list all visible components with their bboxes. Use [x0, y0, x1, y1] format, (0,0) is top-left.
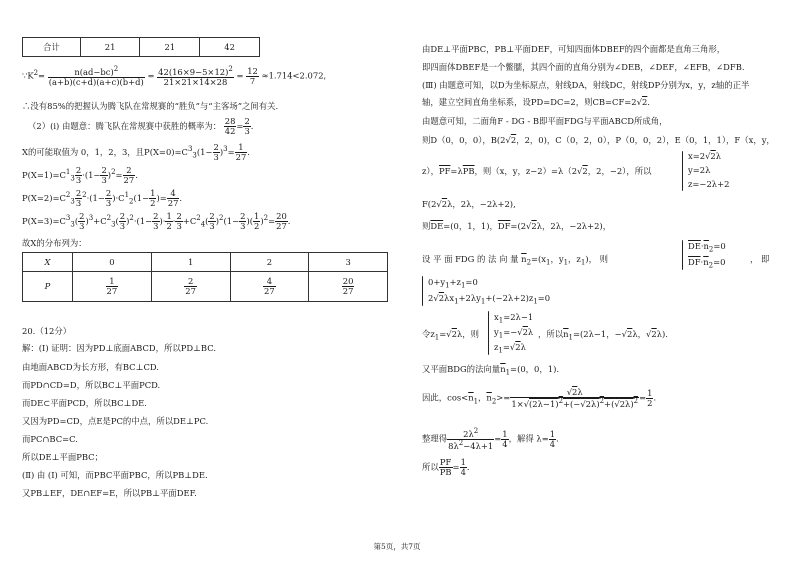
cosine-fraction: $\frac{√2\lambda}{1\times√(2\lambda-1)^2+(-√2\lambda)^2+(√2\lambda)^2}$	[511, 387, 639, 409]
equation-line: $0+y_1+z_1=0$	[428, 277, 478, 290]
table-header-cell: 0	[73, 253, 152, 272]
solution-line: 而PD∩CD=D，所以BC⊥平面PCD.	[22, 380, 161, 390]
equation-line: x=2√2λ	[688, 151, 722, 161]
solution-line: 又因为PD=CD，点E是PC的中点，所以DE⊥PC.	[22, 416, 209, 426]
solution-line: 而PC∩BC=C.	[22, 434, 78, 444]
solution-line: (Ⅲ) 由题意可知，以D为坐标原点，射线DA，射线DC，射线DP分别为x，y，z轴的正半	[422, 80, 750, 90]
solution-line: 轴，建立空间直角坐标系，设PD=DC=2，则CB=CF=2√2.	[422, 97, 650, 107]
solution-line: 所以DE⊥平面PBC；	[22, 452, 103, 462]
px3-line: $P(X=3)=C^3_3$( $\frac{2}{3}$ )$^3+C^2_3$( $\frac{2}{3}$ )$^2$·(1− $\frac{2}{3}$ )· $\frac{1}{2}$ · $\frac{2}{3}$ $+C^2_4$( $\frac{2}{3}$ )$^2$(1− $\frac{2}{3}$ )( $\frac{1}{2}$ )$^2$= $\frac{20}{27}$ .	[22, 211, 291, 231]
point-f-line: F(2√2λ，2λ，−2λ+2),	[422, 199, 516, 209]
vector-pf-line: z），$\overline{PF}=\lambda\overline{PB}$，则（x，y，z−2）=λ（2√2，2，−2），所以	[422, 166, 652, 176]
equation-line: $\overline{DF}\cdot\overline{n}_2=0$	[688, 257, 726, 270]
table-header-cell: 2	[230, 253, 309, 272]
summary-table	[22, 37, 260, 57]
plane-bdg-line: 又平面BDG的法向量$\overline{n}_1=(0$，0，1).	[422, 364, 559, 377]
equation-line: $z_1=√2\lambda$	[494, 342, 526, 355]
coordinates-line: 则D（0，0，0），B(2√2，2，0)，C（0，2，0），P（0，0，2），E（0，1，1），F（x，y，	[422, 135, 775, 145]
win-probability-line: （2）(ⅰ) 由题意：腾飞队在常规赛中获胜的概率为： $\frac{28}{42}$ = $\frac{2}{3}$ .	[28, 116, 254, 136]
table-header-cell: 1	[151, 253, 230, 272]
equation-line: $y_1=-√2\lambda$	[494, 327, 534, 340]
table-row	[23, 272, 388, 302]
equation-system-brace	[682, 240, 683, 270]
solution-line: 又PB⊥EF，DE∩EF=E，所以PB⊥平面DEF.	[22, 488, 197, 498]
conclusion-line: ∴没有85%的把握认为腾飞队在常规赛的“胜负”与“主客场”之间有关.	[22, 101, 279, 111]
px0-line: X的可能取值为 0，1，2，3，且$P(X=0)=C^3_3(1-$ $\frac{2}{3}$ )$^3$= $\frac{1}{27}$ .	[22, 142, 250, 162]
table-header-cell: 3	[309, 253, 388, 272]
solution-line: 解：(Ⅰ) 证明：因为PD⊥底面ABCD，所以PD⊥BC.	[22, 343, 217, 353]
table-cell: $\frac{1}{27}$	[73, 272, 152, 302]
solution-line: 由DE⊥平面PBC，PB⊥平面DEF，可知四面体DBEF的四个面都是直角三角形，	[422, 44, 726, 54]
px2-line: $P(X=2)=C^2_3$ $\frac{2}{3}$ $^2$·(1− $\frac{2}{3}$ )$\cdot C^1_2(1-$ $\frac{1}{2}$ )= $\frac{4}{27}$ .	[22, 188, 183, 208]
equation-system-brace	[488, 311, 489, 355]
solution-line: (Ⅱ) 由 (Ⅰ) 可知，而PBC平面PBC，所以PB⊥DE.	[22, 470, 208, 480]
distribution-label: 故X的分布列为：	[22, 238, 87, 248]
right-column: 由DE⊥平面PBC，PB⊥平面DEF，可知四面体DBEF的四个面都是直角三角形， 即四面体DBEF是一个鳖臑，其四个面的直角分别为∠DEB，∠DEF，∠EFB，∠DFB. (Ⅲ) 由题意可知，以D为坐标原点，射线DA，射线DC，射线DP分别为x，y，z轴的正半 轴，建立空间直角坐标系，设PD=DC=2，则CB=CF=2√2. 由题意可知，二面角F - DG - B即平面FDG与平面ABCD所成角， 则D（0，0，0），B(2√2，2，0)，C（0，2，0），P（0，0，2），E（0，1，1），F（x，y， z），$\overline{PF}=\lambda\overline{PB}$，则（x，y，z−2）=λ（2√2，2，−2），所以 x=2√2λ y=2λ z=−2λ+2 F(2√2λ，2λ，−2λ+2), 则$\overline{DE}=(0$，1，1)，$\overline{DF}=(2√2\lambda$，2λ，−2λ+2)， 设 平 面 FDG 的 法 向 量 $\overline{n}_2=(x_1$，$y_1$，$z_1$)， 则 $\overline{DE}\cdot\overline{n}_2=0$ $\overline{DF}\cdot\overline{n}_2=0$ ， 即 $0+y_1+z_1=0$ $2√2\lambda x_1+2\lambda y_1+(-2\lambda+2)z_1=0$ 令$z_1=√2\lambda$，则 $x_1=2\lambda-1$ $y_1=-√2\lambda$ $z_1=√2\lambda$ ，所以$\overline{n}_1=(2\lambda-1$，−√2λ，√2λ). 又平面BDG的法向量$\overline{n}_1=(0$，0，1). 因此，$\cos<\overline{n}_1$，$\overline{n}_2>=$ $\frac{√2\lambda}{1\times√(2\lambda-1)^2+(-√2\lambda)^2+(√2\lambda)^2}$ = $\frac{1}{2}$ . 整理得 $\frac{2\lambda^2}{8\lambda^2-4\lambda+1}$ = $\frac{1}{4}$ ，解得 λ= $\frac{1}{4}$ . 所以 $\frac{PF}{PB}$ = $\frac{1}{4}$ .	[422, 44, 775, 477]
equation-line: $x_1=2\lambda-1$	[494, 312, 534, 325]
table-cell: 21	[80, 38, 140, 57]
table-cell: 21	[140, 38, 200, 57]
table-header-cell: X	[23, 253, 73, 272]
table-row	[23, 253, 388, 272]
page-footer: 第5页，共7页	[373, 542, 421, 551]
let-z-line: 令$z_1=√2\lambda$，则	[422, 329, 480, 342]
left-column	[20, 0, 392, 561]
table-cell: $\frac{20}{27}$	[309, 272, 388, 302]
chi-formula-fraction: $\frac{n(ad-bc)^2}{(a+b)(c+d)(a+c)(b+d)}$	[48, 65, 144, 87]
equation-line: z=−2λ+2	[688, 179, 730, 189]
table-cell: 合计	[23, 38, 81, 57]
equation-line: y=2λ	[688, 165, 711, 175]
equation-system-brace	[682, 151, 683, 191]
equation-line: $\overline{DE}\cdot\overline{n}_2=0$	[688, 241, 726, 254]
chi-value-fraction: $\frac{42(16\times 9-5\times 12)^2}{21\times 21\times 14\times 28}$	[158, 65, 233, 87]
table-cell: P	[23, 272, 73, 302]
question-20-title: 20.（12分）	[22, 326, 72, 336]
table-row	[23, 38, 260, 57]
solution-line: 由题意可知，二面角F - DG - B即平面FDG与平面ABCD所成角，	[422, 116, 668, 126]
chi-square-line: $\because K^2=$ $\frac{n(ad-bc)^2}{(a+b)(c+d)(a+c)(b+d)}$ = $\frac{42(16\times 9-5\times 12)^2}{21\times 21\times 14\times 28}$ = $\frac{12}{7}$ ≈1.714<2.072,	[22, 65, 327, 87]
final-answer-line: 所以 $\frac{PF}{PB}$ = $\frac{1}{4}$ .	[422, 457, 470, 477]
equation-line: $2√2\lambda x_1+2\lambda y_1+(-2\lambda+2)z_1=0$	[428, 293, 551, 306]
simplify-line: 整理得 $\frac{2\lambda^2}{8\lambda^2-4\lambda+1}$ = $\frac{1}{4}$ ，解得 λ= $\frac{1}{4}$ .	[422, 427, 559, 451]
table-cell: 42	[200, 38, 260, 57]
solution-line: 即四面体DBEF是一个鳖臑，其四个面的直角分别为∠DEB，∠DEF，∠EFB，∠DFB.	[422, 62, 745, 72]
vectors-de-df-line: 则$\overline{DE}=(0$，1，1)，$\overline{DF}=(2√2\lambda$，2λ，−2λ+2)，	[422, 221, 612, 231]
equation-system-brace	[422, 276, 423, 306]
cosine-line: 因此，$\cos<\overline{n}_1$，$\overline{n}_2>=$ $\frac{√2\lambda}{1\times√(2\lambda-1)^2+(-√2\lambda)^2+(√2\lambda)^2}$ = $\frac{1}{2}$ .	[422, 387, 657, 409]
solution-line: 而DE⊂平面PCD，所以BC⊥DE.	[22, 398, 147, 408]
distribution-table	[22, 252, 388, 302]
table-cell: $\frac{4}{27}$	[230, 272, 309, 302]
px1-line: $P(X=1)=C^1_3$ $\frac{2}{3}$ ·(1− $\frac{2}{3}$ )$^2$= $\frac{2}{27}$ .	[22, 165, 138, 185]
normal-vector-line: 设 平 面 FDG 的 法 向 量 $\overline{n}_2=(x_1$，$y_1$，$z_1$)， 则	[422, 254, 608, 267]
table-cell: $\frac{2}{27}$	[151, 272, 230, 302]
normal-vector-n1-line: ，所以$\overline{n}_1=(2\lambda-1$，−√2λ，√2λ).	[538, 329, 668, 342]
solution-line: 由地面ABCD为长方形，有BC⊥CD.	[22, 362, 159, 372]
